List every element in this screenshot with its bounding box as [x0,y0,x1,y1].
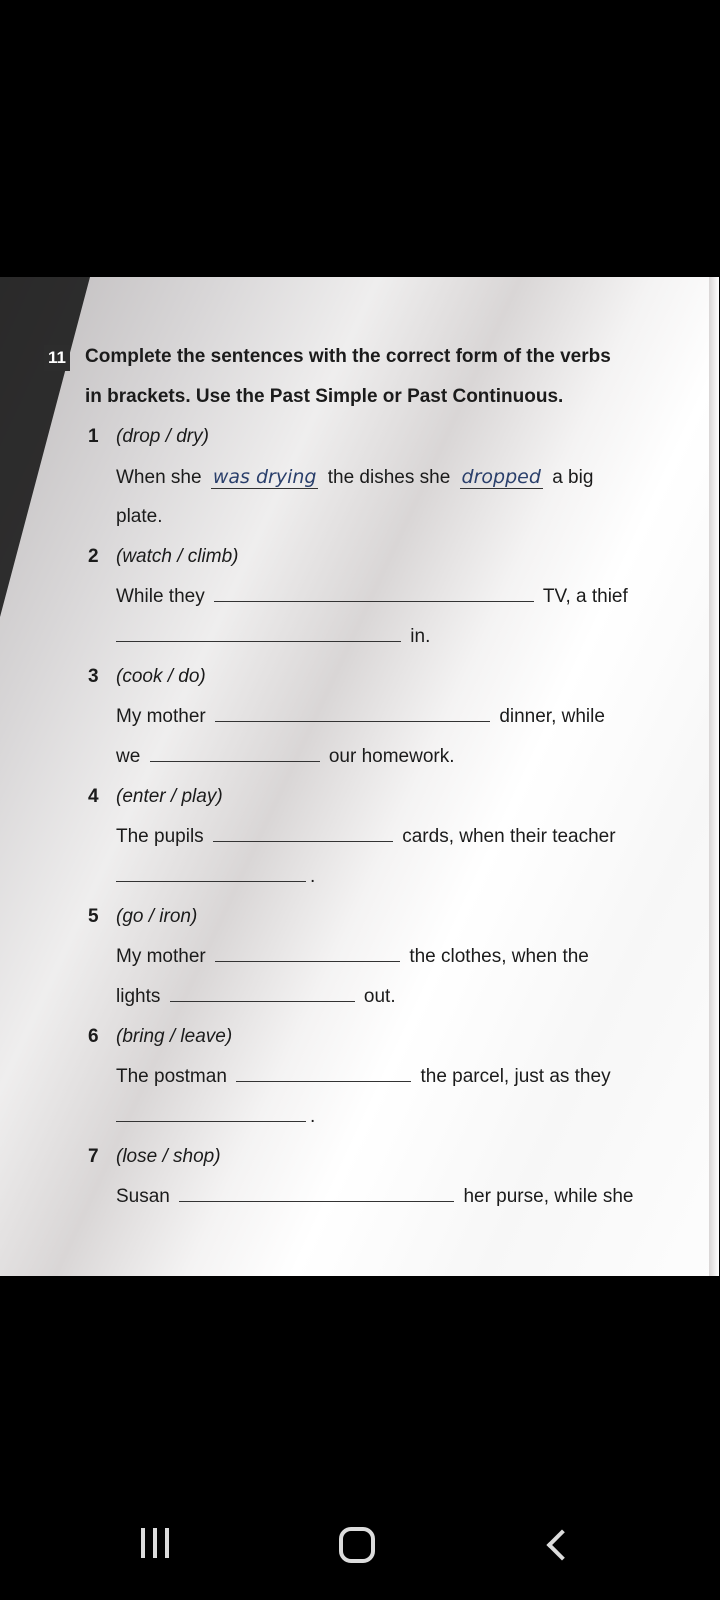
sentence-text: My mother [116,946,206,967]
item-verbs: (enter / play) [116,786,223,807]
exercise-item-6 [88,1017,684,1137]
page-edge [709,277,719,1276]
sentence-text: When she [116,467,202,488]
answer-blank [170,979,355,1002]
answer-blank [215,699,490,722]
sentence-text: the clothes, when the [409,946,589,967]
back-icon [546,1529,577,1560]
item-verbs: (drop / dry) [116,426,209,447]
exercise-item-7 [88,1137,684,1217]
back-button[interactable] [528,1515,588,1575]
item-verbs: (lose / shop) [116,1146,221,1167]
item-number: 3 [88,666,99,687]
item-verbs: (cook / do) [116,666,206,687]
answer-blank [179,1179,454,1202]
sentence-text: . [310,1106,316,1127]
sentence-text: cards, when their teacher [402,826,616,847]
answer-blank [150,739,320,762]
item-number: 5 [88,906,99,927]
handwritten-answer: was drying [212,466,317,488]
item-verbs: (go / iron) [116,906,198,927]
sentence-text: Susan [116,1186,170,1207]
exercise-item-4 [88,777,684,897]
answer-blank [236,1059,411,1082]
worksheet-photo [0,277,719,1276]
sentence-text: in. [410,626,431,647]
home-button[interactable] [327,1515,387,1575]
item-number: 1 [88,426,99,447]
sentence-text: our homework. [328,746,455,767]
answer-blank [116,1099,306,1122]
answer-blank [116,859,306,882]
answer-blank [116,619,401,642]
handwritten-answer: dropped [461,466,541,488]
sentence-text: her purse, while she [463,1186,634,1207]
android-navigation-bar [0,1490,720,1600]
sentence-text: the dishes she [327,467,451,488]
recent-apps-icon [137,1528,173,1563]
item-verbs: (watch / climb) [116,546,239,567]
item-number: 2 [88,546,99,567]
sentence-text: My mother [116,706,206,727]
answer-blank [214,579,534,602]
sentence-text: a big [552,467,594,488]
answer-blank [213,819,393,842]
sentence-text: While they [116,586,205,607]
sentence-text: The pupils [116,826,204,847]
exercise-number: 11 [44,345,70,371]
item-number: 7 [88,1146,99,1167]
sentence-text: The postman [116,1066,227,1087]
sentence-text: . [310,866,316,887]
exercise-item-2 [88,537,684,657]
recent-apps-button[interactable] [125,1515,185,1575]
sentence-text: dinner, while [499,706,605,727]
item-number: 4 [88,786,99,807]
exercise-item-1 [88,417,684,537]
sentence-text: plate. [116,506,163,527]
sentence-text: the parcel, just as they [420,1066,611,1087]
sentence-text: out. [363,986,396,1007]
item-verbs: (bring / leave) [116,1026,233,1047]
item-number: 6 [88,1026,99,1047]
exercise-item-3 [88,657,684,777]
exercise-block [44,337,684,1217]
sentence-text: we [116,746,141,767]
answer-blank [215,939,400,962]
exercise-instruction: Complete the sentences with the correct form of the verbs in brackets. Use the Past Simple or Past Continuous. [85,346,611,407]
exercise-item-5 [88,897,684,1017]
sentence-text: lights [116,986,161,1007]
home-icon [339,1527,375,1563]
sentence-text: TV, a thief [542,586,628,607]
